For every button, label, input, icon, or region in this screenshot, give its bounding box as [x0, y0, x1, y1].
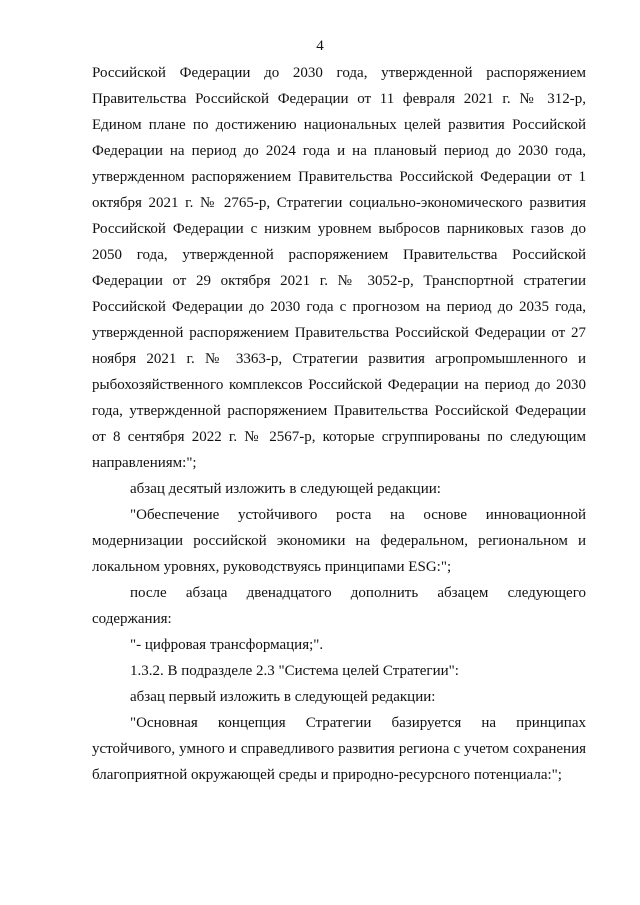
paragraph-tenth-abzac-instruction: абзац десятый изложить в следующей редакции: [130, 481, 441, 497]
paragraph-after-twelfth-abzac: после абзаца двенадцатого дополнить абзацем следующего содержания: [92, 585, 586, 627]
document-body [92, 60, 586, 788]
paragraph-main-concept-quote: "Основная концепция Стратегии базируется на принципах устойчивого, умного и справедливого развития региона с учетом сохранения благоприятной окружающей среды и природно-ресурсного потенциала:"; [92, 715, 586, 783]
paragraph-digital-transformation: "- цифровая трансформация;". [130, 637, 324, 653]
page-number: 4 [316, 38, 324, 54]
paragraph-sustainable-growth-quote: "Обеспечение устойчивого роста на основе инновационной модернизации российской экономики на федеральном, региональном и локальном уровнях, руководствуясь принципами ESG:"; [92, 507, 586, 575]
paragraph-first-abzac-instruction: абзац первый изложить в следующей редакции: [130, 689, 436, 705]
paragraph-strategy-list-continuation: Российской Федерации до 2030 года, утвержденной распоряжением Правительства Российской Федерации от 11 февраля 2021 г. № 312-р, Едином плане по достижению национальных целей развития Российской Федерации на период до 2024 года и на плановый период до 2030 года, утвержденном распоряжением Правительства Российской Федерации от 1 октября 2021 г. № 2765-р, Стратегии социально-экономического развития Российской Федерации с низким уровнем выбросов парниковых газов до 2050 года, утвержденной распоряжением Правительства Российской Федерации от 29 октября 2021 г. № 3052-р, Транспортной стратегии Российской Федерации до 2030 года с прогнозом на период до 2035 года, утвержденной распоряжением Правительства Российской Федерации от 27 ноября 2021 г. № 3363-р, Стратегии развития агропромышленного и рыбохозяйственного комплексов Российской Федерации на период до 2030 года, утвержденной распоряжением Правительства Российской Федерации от 8 сентября 2022 г. № 2567-р, которые сгруппированы по следующим направлениям:"; [92, 65, 586, 471]
paragraph-section-2-3-heading: 1.3.2. В подразделе 2.3 "Система целей Стратегии": [130, 663, 459, 679]
